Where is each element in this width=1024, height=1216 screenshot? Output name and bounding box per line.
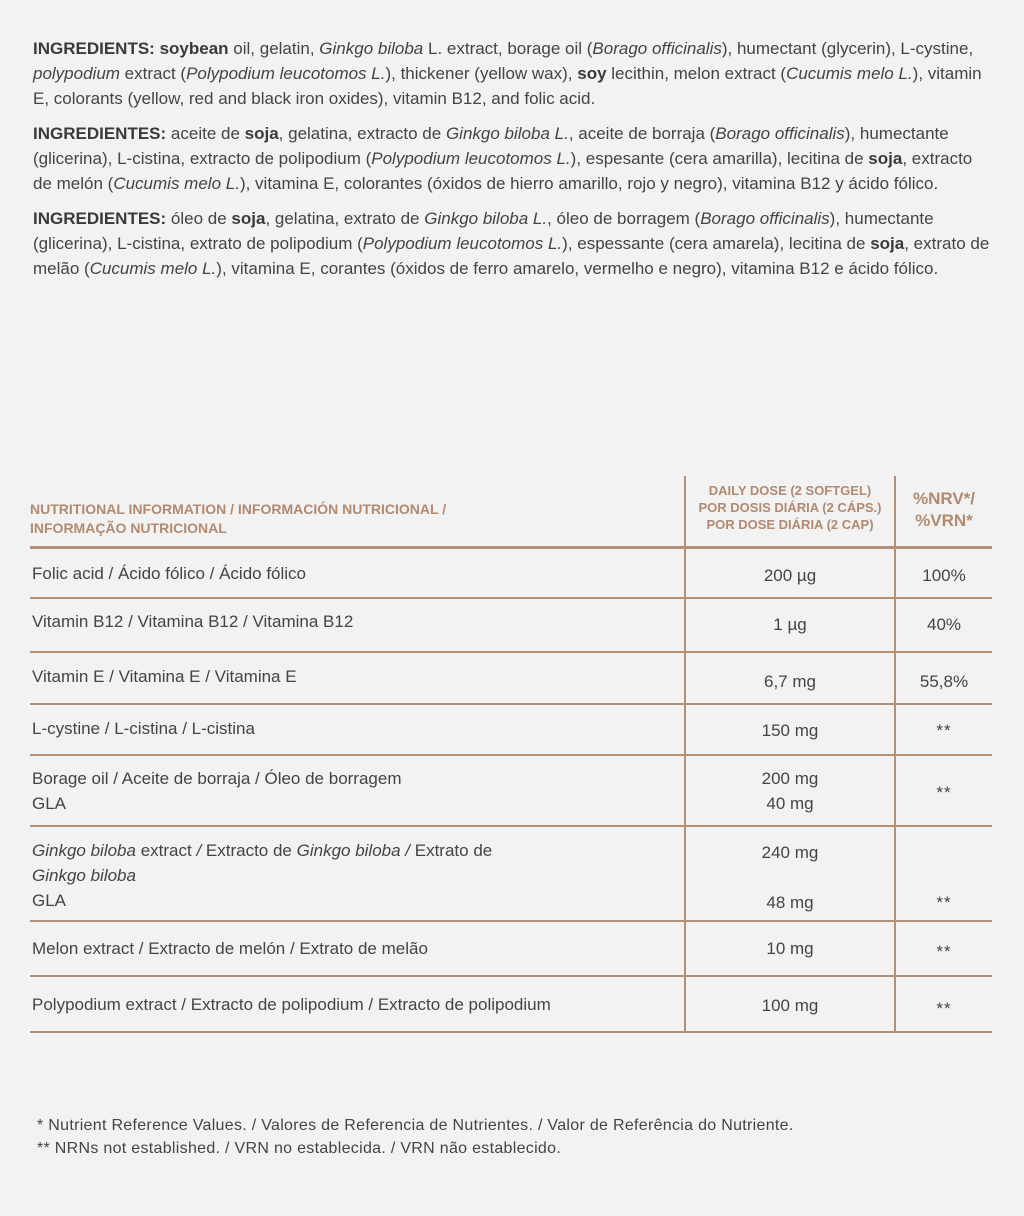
nutrient-sub-name: GLA [32,794,67,813]
ingredients-label: INGREDIENTES: [33,124,167,143]
ingredient-text: extract ( [119,64,187,83]
header-dose-en: DAILY DOSE (2 SOFTGEL) [708,483,872,498]
allergen-soja: soja [244,124,279,143]
table-row [30,977,992,1033]
latin-name: Cucumis melo L. [113,174,240,193]
ingredients-section [33,36,993,291]
nutrient-dose: 10 mg [684,922,894,975]
nutrient-sub-name: GLA [32,891,67,910]
nutrient-nrv: ** [894,756,992,825]
table-row [30,549,992,599]
table-header-row [30,476,992,549]
nutrient-name: Polypodium extract / Extracto de polipodium / Extracto de polipodium [32,995,551,1014]
nutrient-name: Folic acid / Ácido fólico / Ácido fólico [32,564,307,583]
nutrient-name: Melon extract / Extracto de melón / Extrato de melão [32,939,428,958]
nutrient-nrv: 100% [894,549,992,597]
nutrient-name-cell [30,827,684,920]
nutrient-dose: 100 mg [684,977,894,1031]
ingredient-text: , gelatina, extracto de [278,124,446,143]
header-nutrition-title-cont: INFORMAÇÃO NUTRICIONAL [30,520,227,536]
table-row [30,653,992,705]
ingredient-text: L. extract, borage oil ( [423,39,593,58]
header-dose-cell [684,476,894,546]
table-row [30,705,992,756]
nutrient-dose: 200 µg [684,549,894,597]
latin-name: Ginkgo biloba L. [424,209,548,228]
nutrient-nrv: ** [894,922,992,975]
nutrient-dose: 1 µg [684,599,894,651]
name-text: extract [135,841,197,860]
nutrient-dose: 240 mg [761,843,819,862]
nutrition-table [30,476,992,1033]
nutrient-dose: 6,7 mg [684,653,894,703]
ingredients-english [33,36,993,111]
latin-name: Polypodium leucotomos L. [186,64,386,83]
latin-name: Ginkgo biloba [32,866,136,885]
nutrient-name: Vitamin B12 / Vitamina B12 / Vitamina B12 [32,612,354,631]
latin-name: polypodium [33,64,120,83]
allergen-soja: soja [868,149,903,168]
nutrient-sub-dose: 48 mg [766,893,814,912]
nutrient-nrv: ** [894,827,992,920]
nutrient-name-cell [30,756,684,825]
latin-name: Borago officinalis [592,39,722,58]
table-row [30,599,992,653]
nutrient-name: Vitamin E / Vitamina E / Vitamina E [32,667,297,686]
ingredient-text: , gelatina, extrato de [265,209,425,228]
nutrient-dose-cell [684,827,894,920]
ingredients-portuguese [33,206,993,281]
footnote-not-established: ** NRNs not established. / VRN no establecida. / VRN não establecido. [37,1140,562,1157]
name-text: Extrato de [410,841,493,860]
header-nutrition-cell [30,476,684,546]
allergen-soybean: soybean [159,39,229,58]
header-nutrition-title: NUTRITIONAL INFORMATION / INFORMACIÓN NUTRICIONAL / [30,501,447,517]
ingredient-text: aceite de [166,124,245,143]
latin-name: Polypodium leucotomos L. [362,234,563,253]
latin-name: Borago officinalis [700,209,830,228]
header-dose-es: POR DOSIS DIÁRIA (2 CÁPS.) [698,500,882,515]
footnotes [37,1114,997,1160]
ingredient-text: , óleo de borragem ( [547,209,701,228]
ingredients-label: INGREDIENTS: [33,39,155,58]
nutrient-nrv: 55,8% [894,653,992,703]
latin-name: Ginkgo biloba / [296,841,411,860]
ingredient-text: , extrato de melão ( [33,234,990,278]
ingredient-text: , extracto de melón ( [33,149,973,193]
ingredient-text: ), espessante (cera amarela), lecitina de [562,234,871,253]
name-text: Extracto de [201,841,297,860]
latin-name: Borago officinalis [715,124,845,143]
table-row [30,756,992,827]
header-nrv: %NRV*/ [912,489,976,508]
latin-name: Ginkgo biloba [319,39,424,58]
nutrient-nrv: ** [894,705,992,754]
nutrient-name: L-cystine / L-cistina / L-cistina [32,719,255,738]
ingredient-text: ), thickener (yellow wax), [385,64,578,83]
allergen-soja: soja [231,209,266,228]
ingredient-text: ), espesante (cera amarilla), lecitina de [570,149,869,168]
latin-name: Ginkgo biloba L. [445,124,569,143]
ingredient-text: ), vitamina E, corantes (óxidos de ferro amarelo, vermelho e negro), vitamina B12 e ácido fólico. [216,259,939,278]
latin-name: Ginkgo biloba [32,841,136,860]
nutrient-nrv: 40% [894,599,992,651]
footnote-nrv: * Nutrient Reference Values. / Valores de Referencia de Nutrientes. / Valor de Referência do Nutriente. [37,1117,794,1134]
header-nrv-cell [894,476,992,546]
ingredient-text: ), vitamina E, colorantes (óxidos de hierro amarillo, rojo y negro), vitamina B12 y ácido fólico. [239,174,939,193]
nutrient-dose: 150 mg [684,705,894,754]
ingredient-text: lecithin, melon extract ( [606,64,787,83]
ingredient-text: ), vitamin E, colorants (yellow, red and black iron oxides), vitamin B12, and folic acid. [33,64,982,108]
ingredient-text: ), humectant (glycerin), L-cystine, [721,39,974,58]
ingredient-text: ), humectante (glicerina), L-cistina, extrato de polipodium ( [33,209,934,253]
ingredient-text: óleo de [166,209,232,228]
ingredient-text: , aceite de borraja ( [568,124,716,143]
table-row [30,922,992,977]
ingredients-spanish [33,121,993,196]
latin-name: Cucumis melo L. [89,259,217,278]
nutrient-name: Borage oil / Aceite de borraja / Óleo de borragem [32,769,402,788]
ingredient-text: ), humectante (glicerina), L-cistina, extracto de polipodium ( [33,124,949,168]
name-separator: / [196,841,202,860]
spacer [686,865,894,890]
ingredients-label: INGREDIENTES: [33,209,167,228]
latin-name: Polypodium leucotomos L. [371,149,571,168]
ingredient-text: oil, gelatin, [228,39,320,58]
header-dose-pt: POR DOSE DIÁRIA (2 CAP) [706,517,874,532]
latin-name: Cucumis melo L. [786,64,913,83]
nutrient-nrv: ** [894,977,992,1031]
nutrient-sub-dose: 40 mg [766,794,814,813]
table-row [30,827,992,922]
nutrient-name [32,838,684,863]
header-vrn: %VRN* [915,511,973,530]
nutrient-dose-cell [684,756,894,825]
allergen-soy: soy [577,64,607,83]
nutrient-dose: 200 mg [761,769,819,788]
allergen-soja: soja [870,234,905,253]
